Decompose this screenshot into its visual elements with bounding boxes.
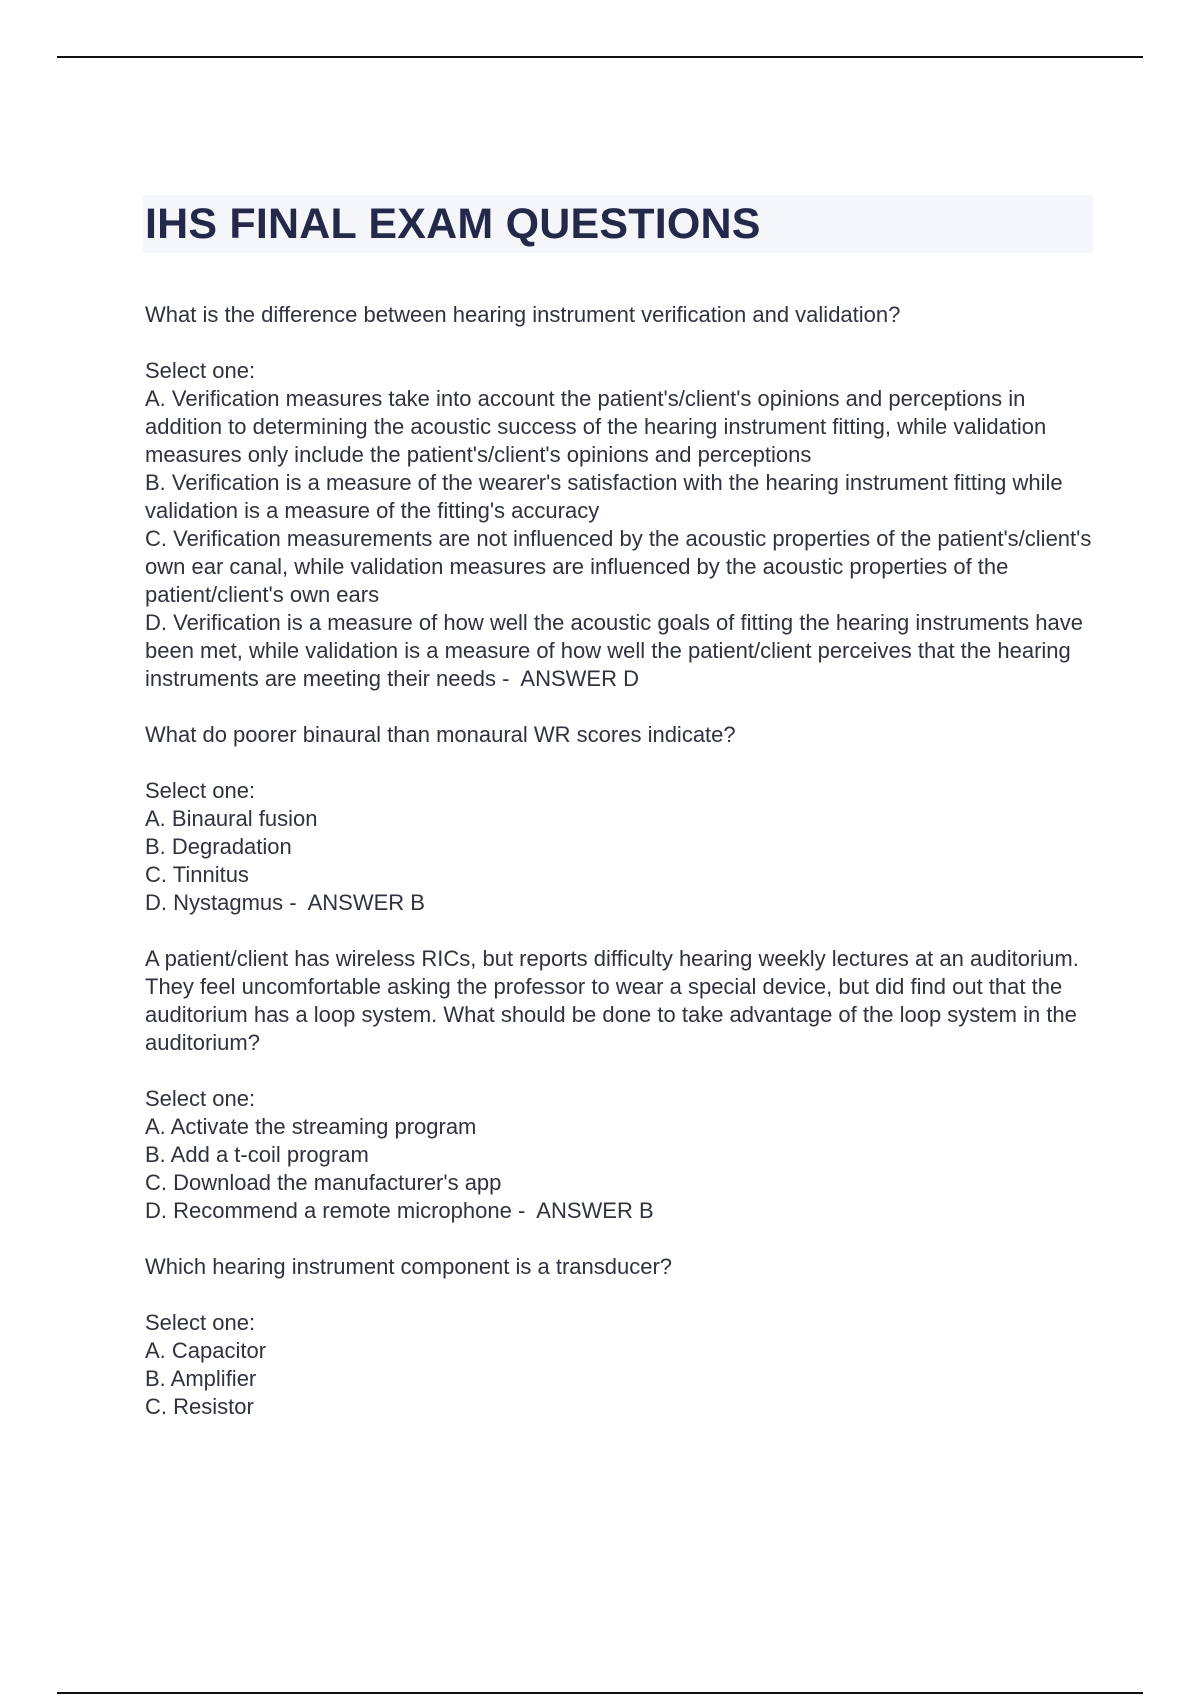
option-a: A. Activate the streaming program xyxy=(145,1114,477,1139)
option-c: C. Download the manufacturer's app xyxy=(145,1170,502,1195)
question-3 xyxy=(145,945,1095,1225)
option-b: B. Amplifier xyxy=(145,1366,257,1391)
question-stem: What do poorer binaural than monaural WR scores indicate? xyxy=(145,722,736,747)
title-band xyxy=(143,195,1093,253)
option-d xyxy=(145,609,1095,693)
option-d xyxy=(145,1197,1095,1225)
question-stem: A patient/client has wireless RICs, but reports difficulty hearing weekly lectures at an auditorium. They feel uncomfortable asking the professor to wear a special device, but did find out that the auditorium has a loop system. What should be done to take advantage of the loop system in the auditorium? xyxy=(145,946,1079,1055)
option-a: A. Capacitor xyxy=(145,1338,267,1363)
option-d-text: D. Recommend a remote microphone xyxy=(145,1198,512,1223)
top-rule xyxy=(57,56,1143,58)
question-stem: What is the difference between hearing instrument verification and validation? xyxy=(145,302,901,327)
option-d-text: D. Nystagmus xyxy=(145,890,284,915)
option-d xyxy=(145,889,1095,917)
question-stem: Which hearing instrument component is a transducer? xyxy=(145,1254,673,1279)
option-b: B. Degradation xyxy=(145,834,292,859)
option-c: C. Resistor xyxy=(145,1394,254,1419)
option-a: A. Verification measures take into account the patient's/client's opinions and perceptions in addition to determining the acoustic success of the hearing instrument fitting, while validation measures only include the patient's/client's opinions and perceptions xyxy=(145,386,1047,467)
answer-text: - ANSWER B xyxy=(511,1198,654,1223)
document-title: IHS FINAL EXAM QUESTIONS xyxy=(145,199,761,248)
document-page xyxy=(145,195,1095,1449)
option-d-text: D. Verification is a measure of how well the acoustic goals of fitting the hearing instruments have been met, while validation is a measure of how well the patient/client perceives that the hearing instruments are meeting their needs xyxy=(145,610,1083,691)
question-4 xyxy=(145,1253,1095,1421)
select-one-label: Select one: xyxy=(145,1310,256,1335)
option-a: A. Binaural fusion xyxy=(145,806,318,831)
answer-text: - ANSWER B xyxy=(283,890,425,915)
question-2 xyxy=(145,721,1095,917)
select-one-label: Select one: xyxy=(145,778,256,803)
bottom-rule xyxy=(57,1692,1143,1694)
option-b: B. Add a t-coil program xyxy=(145,1142,369,1167)
option-c: C. Verification measurements are not influenced by the acoustic properties of the patient's/client's own ear canal, while validation measures are influenced by the acoustic properties of the patient/client's own ears xyxy=(145,526,1092,607)
question-1 xyxy=(145,301,1095,693)
select-one-label: Select one: xyxy=(145,358,256,383)
question-list xyxy=(145,301,1095,1421)
option-c: C. Tinnitus xyxy=(145,862,249,887)
select-one-label: Select one: xyxy=(145,1086,256,1111)
answer-text: - ANSWER D xyxy=(495,666,639,691)
option-b: B. Verification is a measure of the wearer's satisfaction with the hearing instrument fitting while validation is a measure of the fitting's accuracy xyxy=(145,470,1063,523)
